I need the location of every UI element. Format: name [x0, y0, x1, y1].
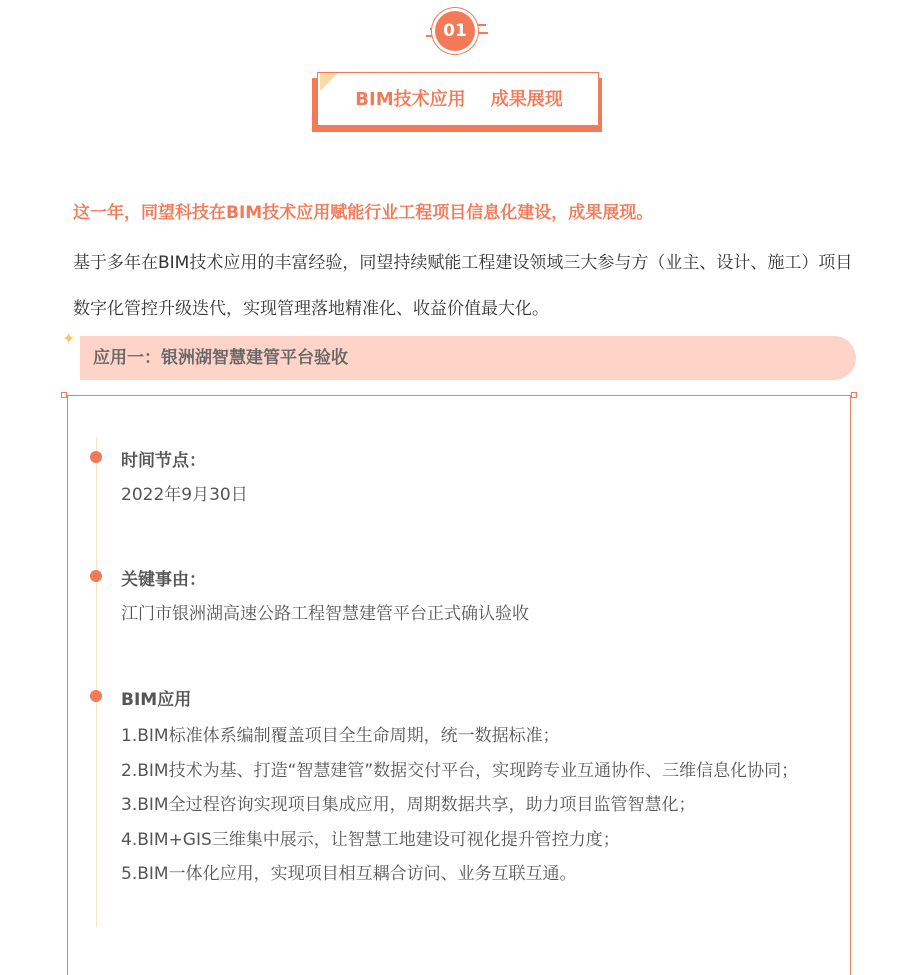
badge-decor-line — [478, 32, 488, 34]
bim-application-list — [121, 719, 821, 892]
section-title-box — [312, 70, 606, 134]
time-value: 2022年9月30日 — [121, 485, 248, 505]
card-corner-marker — [61, 392, 67, 398]
badge-decor-line — [426, 35, 434, 37]
badge-number: 01 — [435, 11, 475, 51]
folded-corner-icon — [320, 73, 338, 91]
bim-heading: BIM应用 — [121, 690, 192, 710]
card-corner-marker — [851, 392, 857, 398]
list-item: 5.BIM一体化应用，实现项目相互耦合访问、业务互联互通。 — [121, 864, 577, 884]
intro-body: 基于多年在BIM技术应用的丰富经验，同望持续赋能工程建设领域三大参与方（业主、设计、施工）项目数字化管控升级迭代，实现管理落地精准化、收益价值最大化。 — [73, 253, 853, 319]
title-box-inner — [317, 72, 599, 126]
event-value: 江门市银洲湖高速公路工程智慧建管平台正式确认验收 — [121, 604, 529, 624]
sparkle-icon: ✦ — [62, 329, 76, 348]
timeline-dot — [90, 690, 102, 702]
list-item: 3.BIM全过程咨询实现项目集成应用，周期数据共享，助力项目监管智慧化； — [121, 795, 696, 815]
timeline-dot — [90, 451, 102, 463]
section-heading-pill — [80, 336, 856, 380]
list-item: 4.BIM+GIS三维集中展示，让智慧工地建设可视化提升管控力度； — [121, 829, 620, 850]
section-number-badge — [418, 8, 498, 52]
event-heading: 关键事由： — [121, 570, 206, 590]
timeline-line — [96, 437, 97, 927]
list-item: 2.BIM技术为基、打造“智慧建管”数据交付平台，实现跨专业互通协作、三维信息化协同； — [121, 760, 799, 781]
section-title: BIM技术应用 成果展现 — [355, 89, 563, 110]
section-heading: 应用一：银洲湖智慧建管平台验收 — [93, 348, 348, 368]
list-item: 1.BIM标准体系编制覆盖项目全生命周期，统一数据标准； — [121, 726, 560, 746]
time-heading: 时间节点： — [121, 451, 206, 471]
timeline-dot — [90, 570, 102, 582]
intro-highlight: 这一年，同望科技在BIM技术应用赋能行业工程项目信息化建设，成果展现。 — [73, 203, 654, 223]
